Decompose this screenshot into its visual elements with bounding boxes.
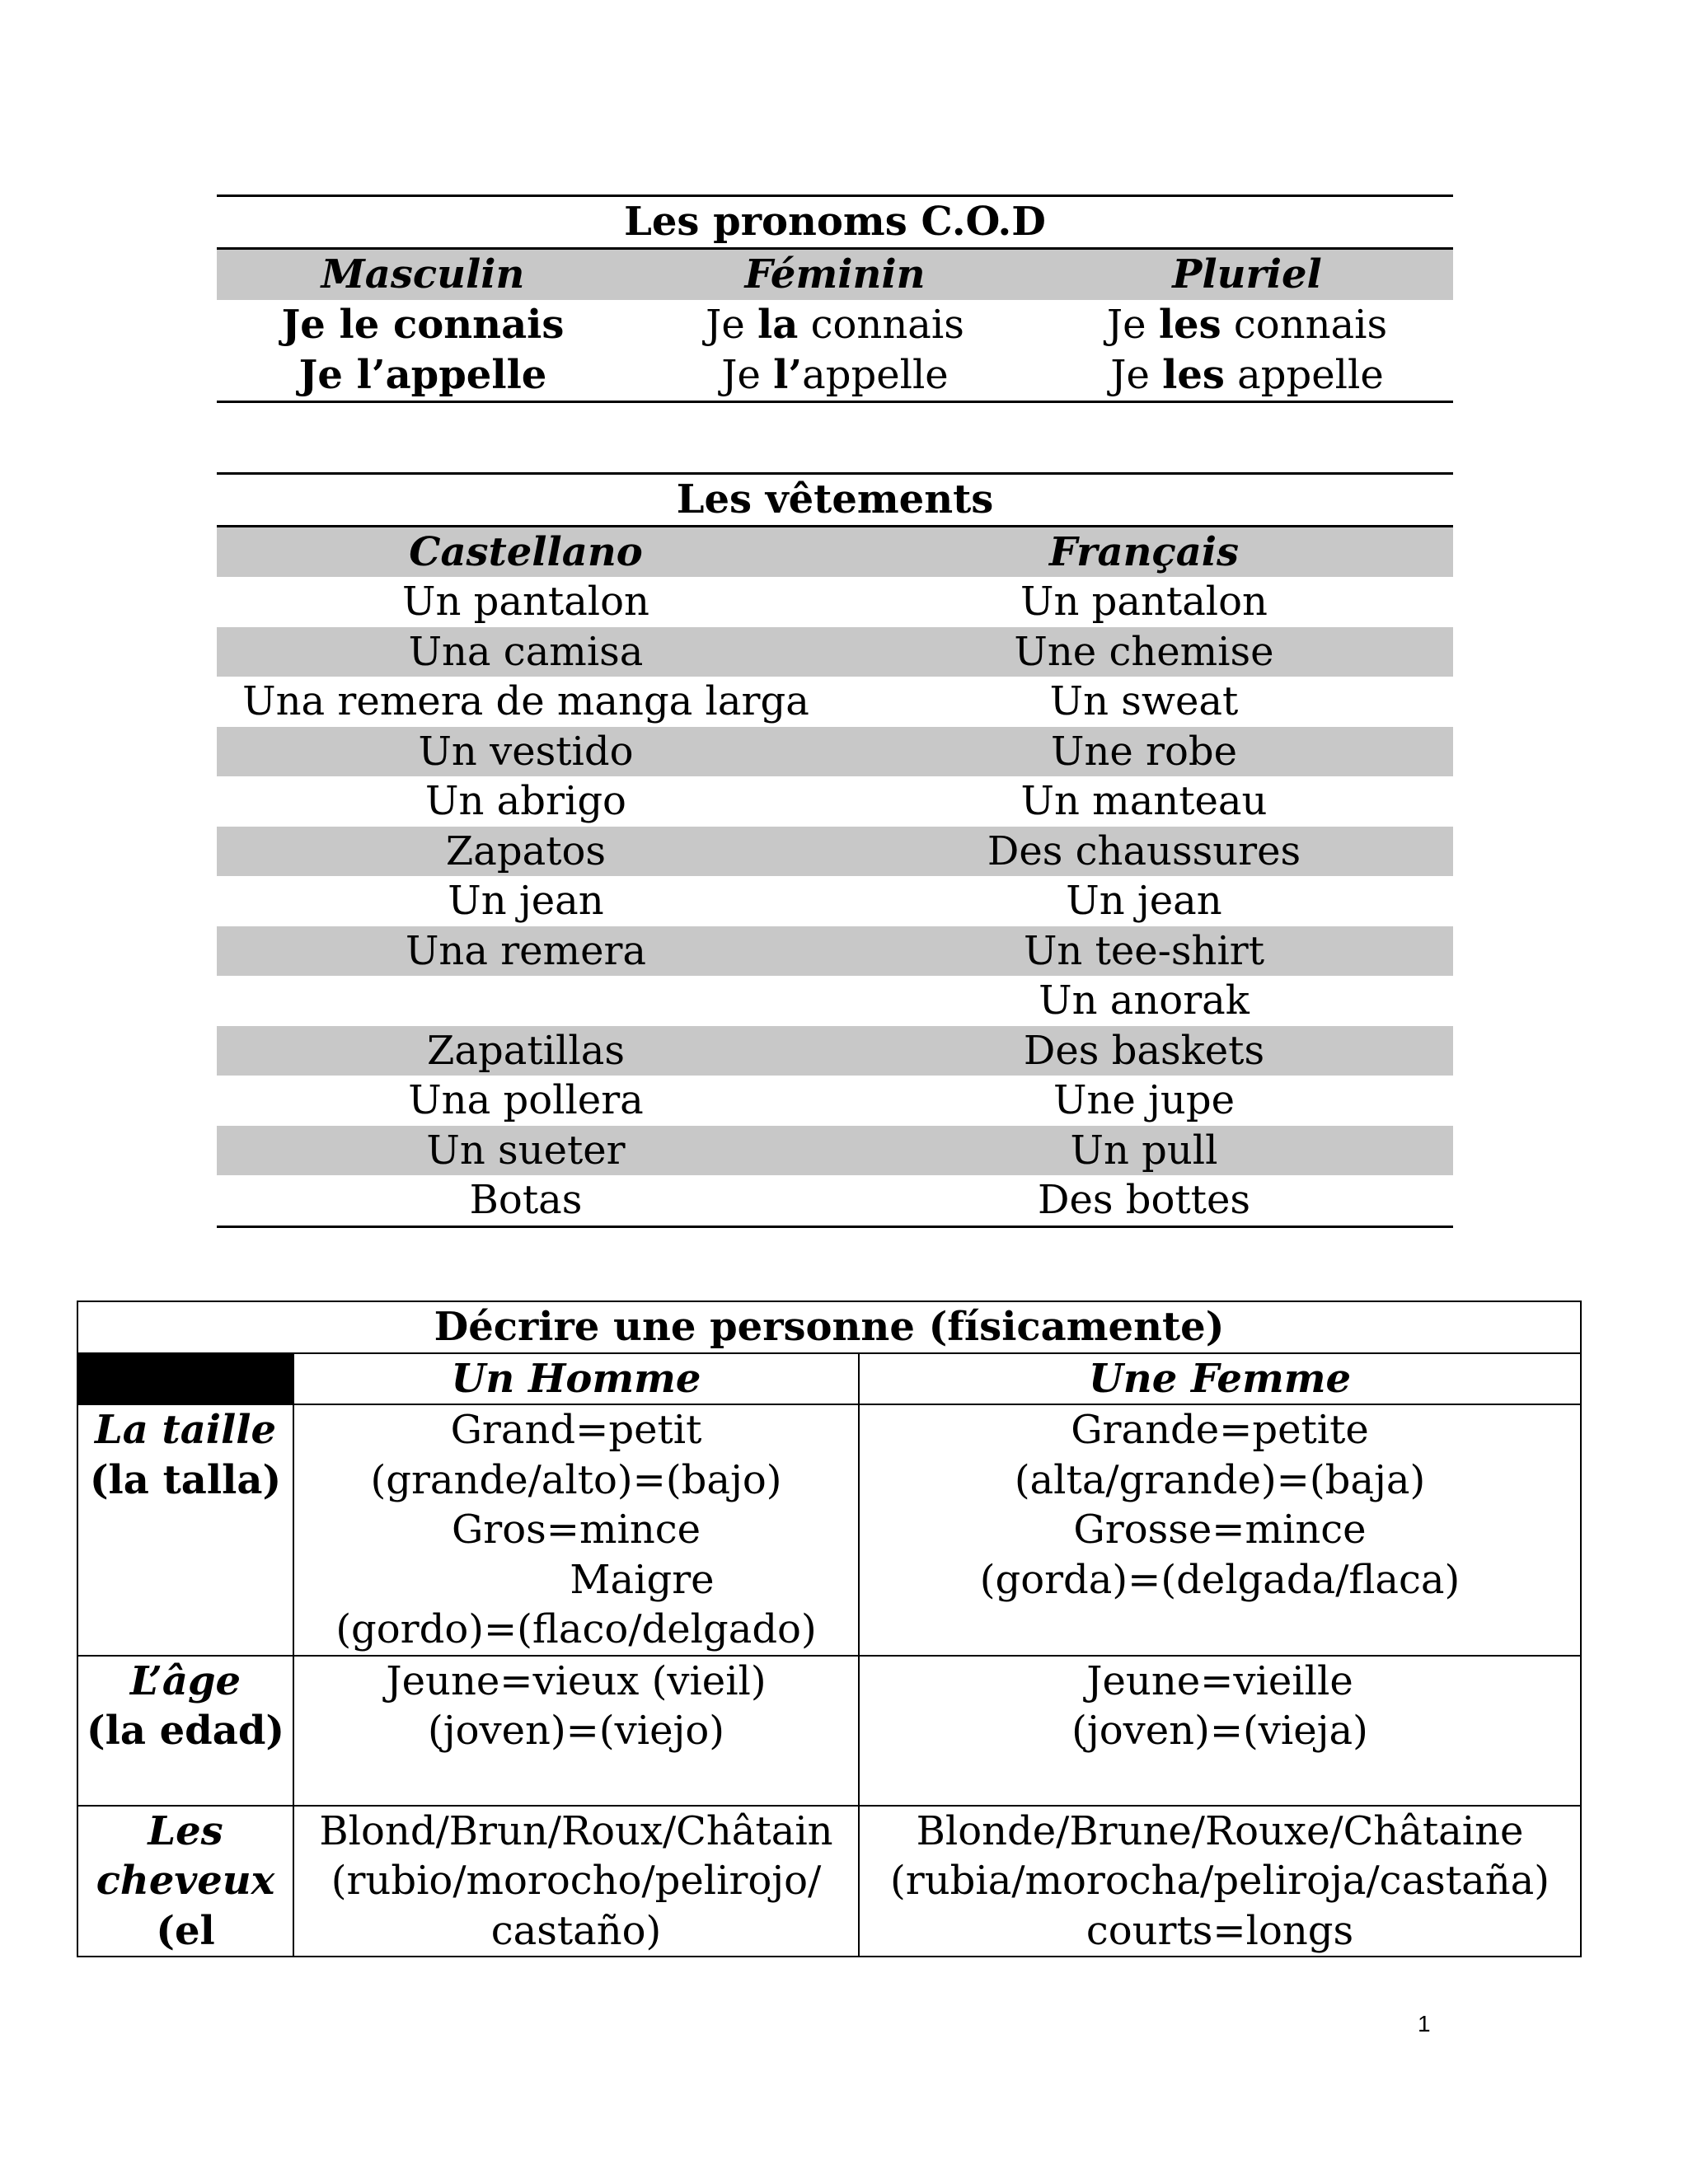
clothes-fr: Une jupe xyxy=(1053,1077,1235,1124)
clothes-es: Botas xyxy=(469,1177,583,1224)
pronoun-cell: Je les connais xyxy=(1106,302,1388,348)
header-pluriel: Pluriel xyxy=(1041,249,1453,301)
clothes-row xyxy=(217,827,1453,877)
row-label-cheveux: Les cheveux (el xyxy=(77,1806,293,1957)
clothes-row xyxy=(217,876,1453,926)
homme-cell: Jeune=vieux (vieil) (joven)=(viejo) xyxy=(293,1656,859,1806)
clothes-fr: Un sweat xyxy=(1049,678,1239,725)
page-number: 1 xyxy=(1418,2011,1431,2036)
clothes-es: Una remera de manga larga xyxy=(242,678,809,725)
clothes-fr: Un pantalon xyxy=(1020,579,1268,626)
homme-cell: Grand=petit (grande/alto)=(bajo) Gros=mince Maigre (gordo)=(flaco/delgado) xyxy=(293,1404,859,1656)
clothes-row xyxy=(217,577,1453,627)
clothes-fr: Un manteau xyxy=(1020,778,1268,825)
femme-cell: Grande=petite (alta/grande)=(baja) Grosse=mince (gorda)=(delgada/flaca) xyxy=(859,1404,1581,1656)
clothes-es: Un abrigo xyxy=(425,778,626,825)
clothes-es: Una camisa xyxy=(217,627,835,677)
clothes-row xyxy=(217,1026,1453,1076)
clothes-table xyxy=(217,472,1453,1228)
clothes-es: Un vestido xyxy=(217,727,835,777)
header-castellano: Castellano xyxy=(217,526,835,577)
clothes-fr: Une chemise xyxy=(835,627,1453,677)
homme-cell: Blond/Brun/Roux/Châtain (rubio/morocho/pelirojo/ castaño) xyxy=(293,1806,859,1957)
clothes-fr: Un anorak xyxy=(1039,977,1250,1024)
clothes-row xyxy=(217,1175,1453,1226)
header-homme: Un Homme xyxy=(293,1353,859,1405)
describe-row-taille xyxy=(77,1404,1581,1656)
row-label-taille: La taille (la talla) xyxy=(77,1404,293,1656)
clothes-row xyxy=(217,1126,1453,1176)
pronoun-cell: Je le connais xyxy=(281,302,565,348)
clothes-row xyxy=(217,1076,1453,1126)
clothes-es: Zapatos xyxy=(217,827,835,877)
header-blank-cell xyxy=(77,1353,293,1405)
clothes-title: Les vêtements xyxy=(217,474,1453,527)
pronoun-cell: Je les appelle xyxy=(1110,352,1384,398)
clothes-row xyxy=(217,677,1453,727)
clothes-fr: Des chaussures xyxy=(835,827,1453,877)
femme-cell: Jeune=vieille (joven)=(vieja) xyxy=(859,1656,1581,1806)
pronoun-cell: Je l’appelle xyxy=(298,352,547,398)
clothes-es: Un sueter xyxy=(217,1126,835,1176)
clothes-row xyxy=(217,976,1453,1026)
clothes-row xyxy=(217,926,1453,977)
clothes-es: Una remera xyxy=(217,926,835,977)
pronoun-cell: Je la connais xyxy=(706,302,964,348)
describe-title: Décrire une personne (físicamente) xyxy=(77,1301,1581,1353)
header-francais: Français xyxy=(835,526,1453,577)
pronoun-cell: Je l’appelle xyxy=(721,352,949,398)
pronouns-table xyxy=(217,194,1453,403)
femme-cell: Blonde/Brune/Rouxe/Châtaine (rubia/morocha/peliroja/castaña) courts=longs xyxy=(859,1806,1581,1957)
header-feminin: Féminin xyxy=(629,249,1041,301)
header-masculin: Masculin xyxy=(217,249,629,301)
pronouns-row xyxy=(217,350,1453,402)
clothes-es: Un jean xyxy=(448,878,604,925)
clothes-es: Zapatillas xyxy=(217,1026,835,1076)
describe-row-cheveux xyxy=(77,1806,1581,1957)
header-femme: Une Femme xyxy=(859,1353,1581,1405)
clothes-row xyxy=(217,727,1453,777)
clothes-fr: Des baskets xyxy=(835,1026,1453,1076)
clothes-es xyxy=(217,976,835,1026)
clothes-fr: Un pull xyxy=(835,1126,1453,1176)
clothes-fr: Des bottes xyxy=(1037,1177,1251,1224)
clothes-row xyxy=(217,776,1453,827)
clothes-es: Un pantalon xyxy=(402,579,649,626)
describe-row-age xyxy=(77,1656,1581,1806)
pronouns-row xyxy=(217,300,1453,350)
pronouns-title: Les pronoms C.O.D xyxy=(217,196,1453,249)
clothes-fr: Une robe xyxy=(835,727,1453,777)
clothes-es: Una pollera xyxy=(408,1077,644,1124)
clothes-fr: Un tee-shirt xyxy=(835,926,1453,977)
describe-table xyxy=(77,1301,1582,1957)
row-label-age: L’âge (la edad) xyxy=(77,1656,293,1806)
clothes-row xyxy=(217,627,1453,677)
clothes-fr: Un jean xyxy=(1066,878,1222,925)
